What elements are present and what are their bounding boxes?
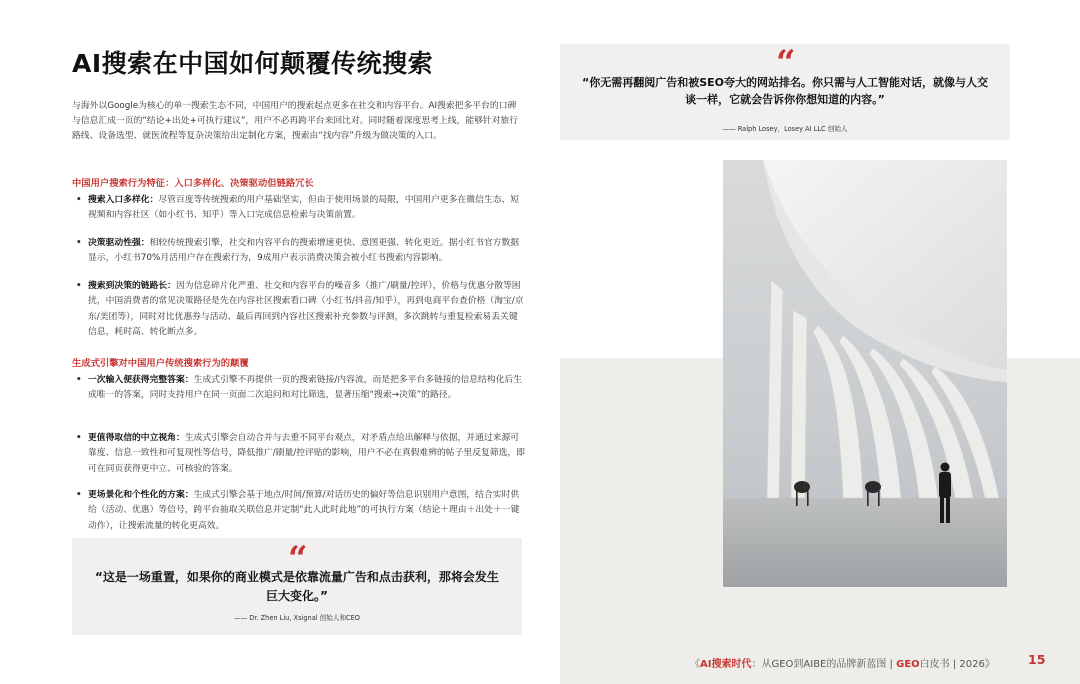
- bullet-dot: •: [76, 433, 82, 443]
- footer-text: 白皮书 | 2026》: [919, 659, 995, 670]
- footer-text: 《: [690, 659, 700, 670]
- footer-text: ：从GEO到AIBE的品牌新蓝图 |: [751, 659, 897, 670]
- item-text: 生成式引擎会基于地点/时间/预算/对话历史的偏好等信息识别用户意图，结合实时供给（活动、优惠）等信号，跨平台抽取关联信息并定制“此人此时此地”的可执行方案（结论＋理由＋出处＋一键动作），让搜索流量的转化更高效。: [88, 490, 520, 531]
- bullet-dot: •: [76, 281, 82, 291]
- bullet-dot: •: [76, 490, 82, 500]
- footer-highlight: AI搜索时代: [700, 659, 752, 670]
- quote-box-left: [72, 538, 522, 635]
- architecture-photo: [723, 160, 1007, 587]
- section1-heading: 中国用户搜索行为特征：入口多样化、决策驱动但链路冗长: [72, 178, 314, 189]
- item-label: 搜索到决策的链路长：: [88, 281, 176, 291]
- item-text: 生成式引擎不再提供一页的搜索链接/内容流，而是把多平台多链接的信息结构化后生成唯一的答案，同时支持用户在同一页面二次追问和对比筛选，显著压缩“搜索→决策”的路径。: [88, 375, 523, 401]
- quote-mark-icon: “: [288, 539, 304, 579]
- architecture-photo-illustration: [723, 160, 1007, 587]
- bullet-dot: •: [76, 375, 82, 385]
- section1-item-entry: [76, 193, 526, 224]
- quote-right-text: “你无需再翻阅广告和被SEO夸大的网站排名。你只需与人工智能对话，就像与人交谈一样，它就会告诉你你想知道的内容。”: [581, 76, 988, 106]
- item-label: 更场景化和个性化的方案：: [88, 490, 194, 500]
- footer-title: [690, 655, 995, 670]
- quote-box-right: [560, 44, 1010, 140]
- section2-item-complete: [76, 373, 526, 404]
- page-title: AI搜索在中国如何颠覆传统搜索: [72, 49, 434, 78]
- section2-heading: 生成式引擎对中国用户传统搜索行为的颠覆: [72, 358, 249, 369]
- section2-item-neutral: [76, 431, 526, 477]
- quote-mark-icon: “: [776, 43, 792, 83]
- item-label: 决策驱动性强：: [88, 238, 150, 248]
- section1-item-decision: [76, 236, 526, 267]
- section2-item-personal: [76, 488, 526, 534]
- item-text: 因为信息碎片化严重、社交和内容平台的噪音多（推广/刷量/控评），价格与优惠分散等困扰，中国消费者的常见决策路径是先在内容社区搜索看口碑（小红书/抖音/知乎），再到电商平台查价格（淘宝/京东/美团等），同时对比优惠券与活动、最后再回到内容社区搜索补充参数与评测，多次跳转与重复检索易丢关键信息，耗时高、转化断点多。: [88, 281, 524, 338]
- bullet-dot: •: [76, 195, 82, 205]
- item-label: 搜索入口多样化：: [88, 195, 159, 205]
- section1-item-chain: [76, 279, 526, 341]
- quote-left-text: “这是一场重置，如果你的商业模式是依靠流量广告和点击获利，那将会发生巨大变化。”: [95, 570, 499, 603]
- item-label: 更值得取信的中立视角：: [88, 433, 185, 443]
- item-text: 尽管百度等传统搜索的用户基础坚实，但由于使用场景的局限，中国用户更多在微信生态、短视频和内容社区（如小红书、知乎）等入口完成信息检索与决策前置。: [88, 195, 520, 221]
- quote-left-attribution: —— Dr. Zhen Liu, Xsignal 创始人和CEO: [233, 614, 360, 622]
- intro-paragraph: 与海外以Google为核心的单一搜索生态不同，中国用户的搜索起点更多在社交和内容平台。AI搜索把多平台的口碑与信息汇成一页的“结论+出处+可执行建议”，用户不必再跨平台来回比对。同时随着深度思考上线，能够针对旅行路线、设备选型、就医流程等复杂决策给出定制化方案，搜索由“找内容”升级为做决策的入口。: [72, 101, 519, 141]
- bullet-dot: •: [76, 238, 82, 248]
- item-text: 生成式引擎会自动合并与去重不同平台观点，对矛盾点给出解释与依据，并通过来源可靠度、信息一致性和可复现性等信号，降低推广/刷量/控评贴的影响，用户不必在真假难辨的帖子里反复筛选，即可在同页获得更中立、可核验的答案。: [88, 433, 525, 474]
- quote-right-attribution: —— Ralph Losey，Losey AI LLC 创始人: [722, 125, 848, 133]
- page-number: 15: [1028, 652, 1046, 667]
- item-text: 相较传统搜索引擎，社交和内容平台的搜索增速更快、意图更强、转化更近。据小红书官方数据显示，小红书70%月活用户存在搜索行为，9成用户表示消费决策会被小红书搜索内容影响。: [88, 238, 520, 264]
- item-label: 一次输入便获得完整答案：: [88, 375, 194, 385]
- footer-highlight: GEO: [896, 659, 920, 670]
